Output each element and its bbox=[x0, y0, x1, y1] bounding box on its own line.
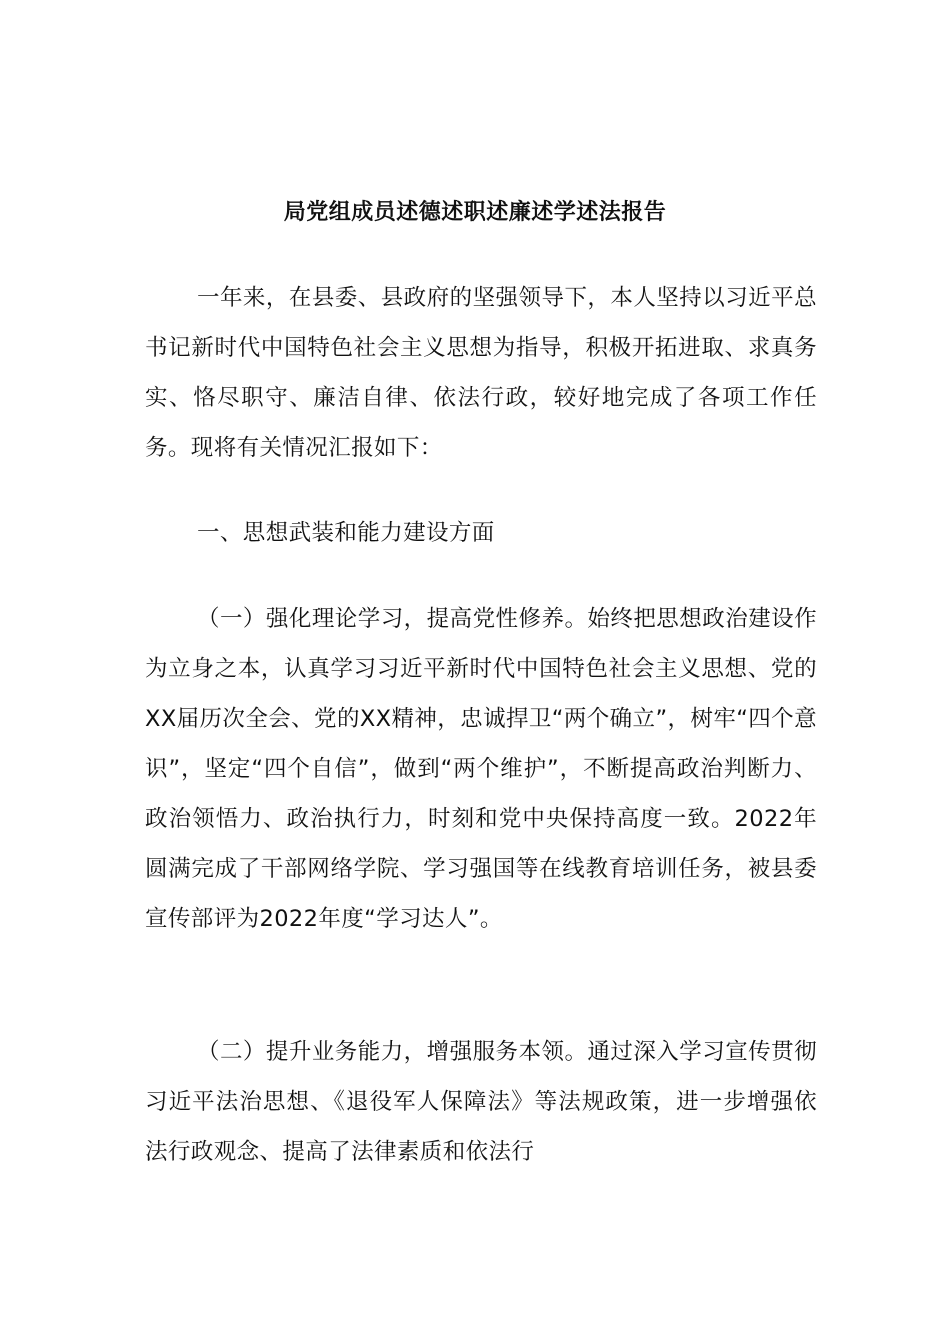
intro-paragraph: 一年来，在县委、县政府的坚强领导下，本人坚持以习近平总书记新时代中国特色社会主义思想为指导，积极开拓进取、求真务实、恪尽职守、廉洁自律、依法行政，较好地完成了各项工作任务。现将有关情况汇报如下： bbox=[145, 285, 817, 461]
document-title: 局党组成员述德述职述廉述学述法报告 bbox=[283, 200, 667, 225]
section-heading: 一、思想武装和能力建设方面 bbox=[197, 520, 495, 546]
subsection-paragraph-1: （一）强化理论学习，提高党性修养。始终把思想政治建设作为立身之本，认真学习习近平新时代中国特色社会主义思想、党的XX届历次全会、党的XX精神，忠诚捍卫“两个确立”，树牢“四个意识”，坚定“四个自信”，做到“两个维护”，不断提高政治判断力、政治领悟力、政治执行力，时刻和党中央保持高度一致。2022年圆满完成了干部网络学院、学习强国等在线教育培训任务，被县委宣传部评为2022年度“学习达人”。 bbox=[145, 606, 817, 932]
subsection-paragraph-2: （二）提升业务能力，增强服务本领。通过深入学习宣传贯彻习近平法治思想、《退役军人保障法》等法规政策，进一步增强依法行政观念、提高了法律素质和依法行 bbox=[145, 1039, 817, 1165]
